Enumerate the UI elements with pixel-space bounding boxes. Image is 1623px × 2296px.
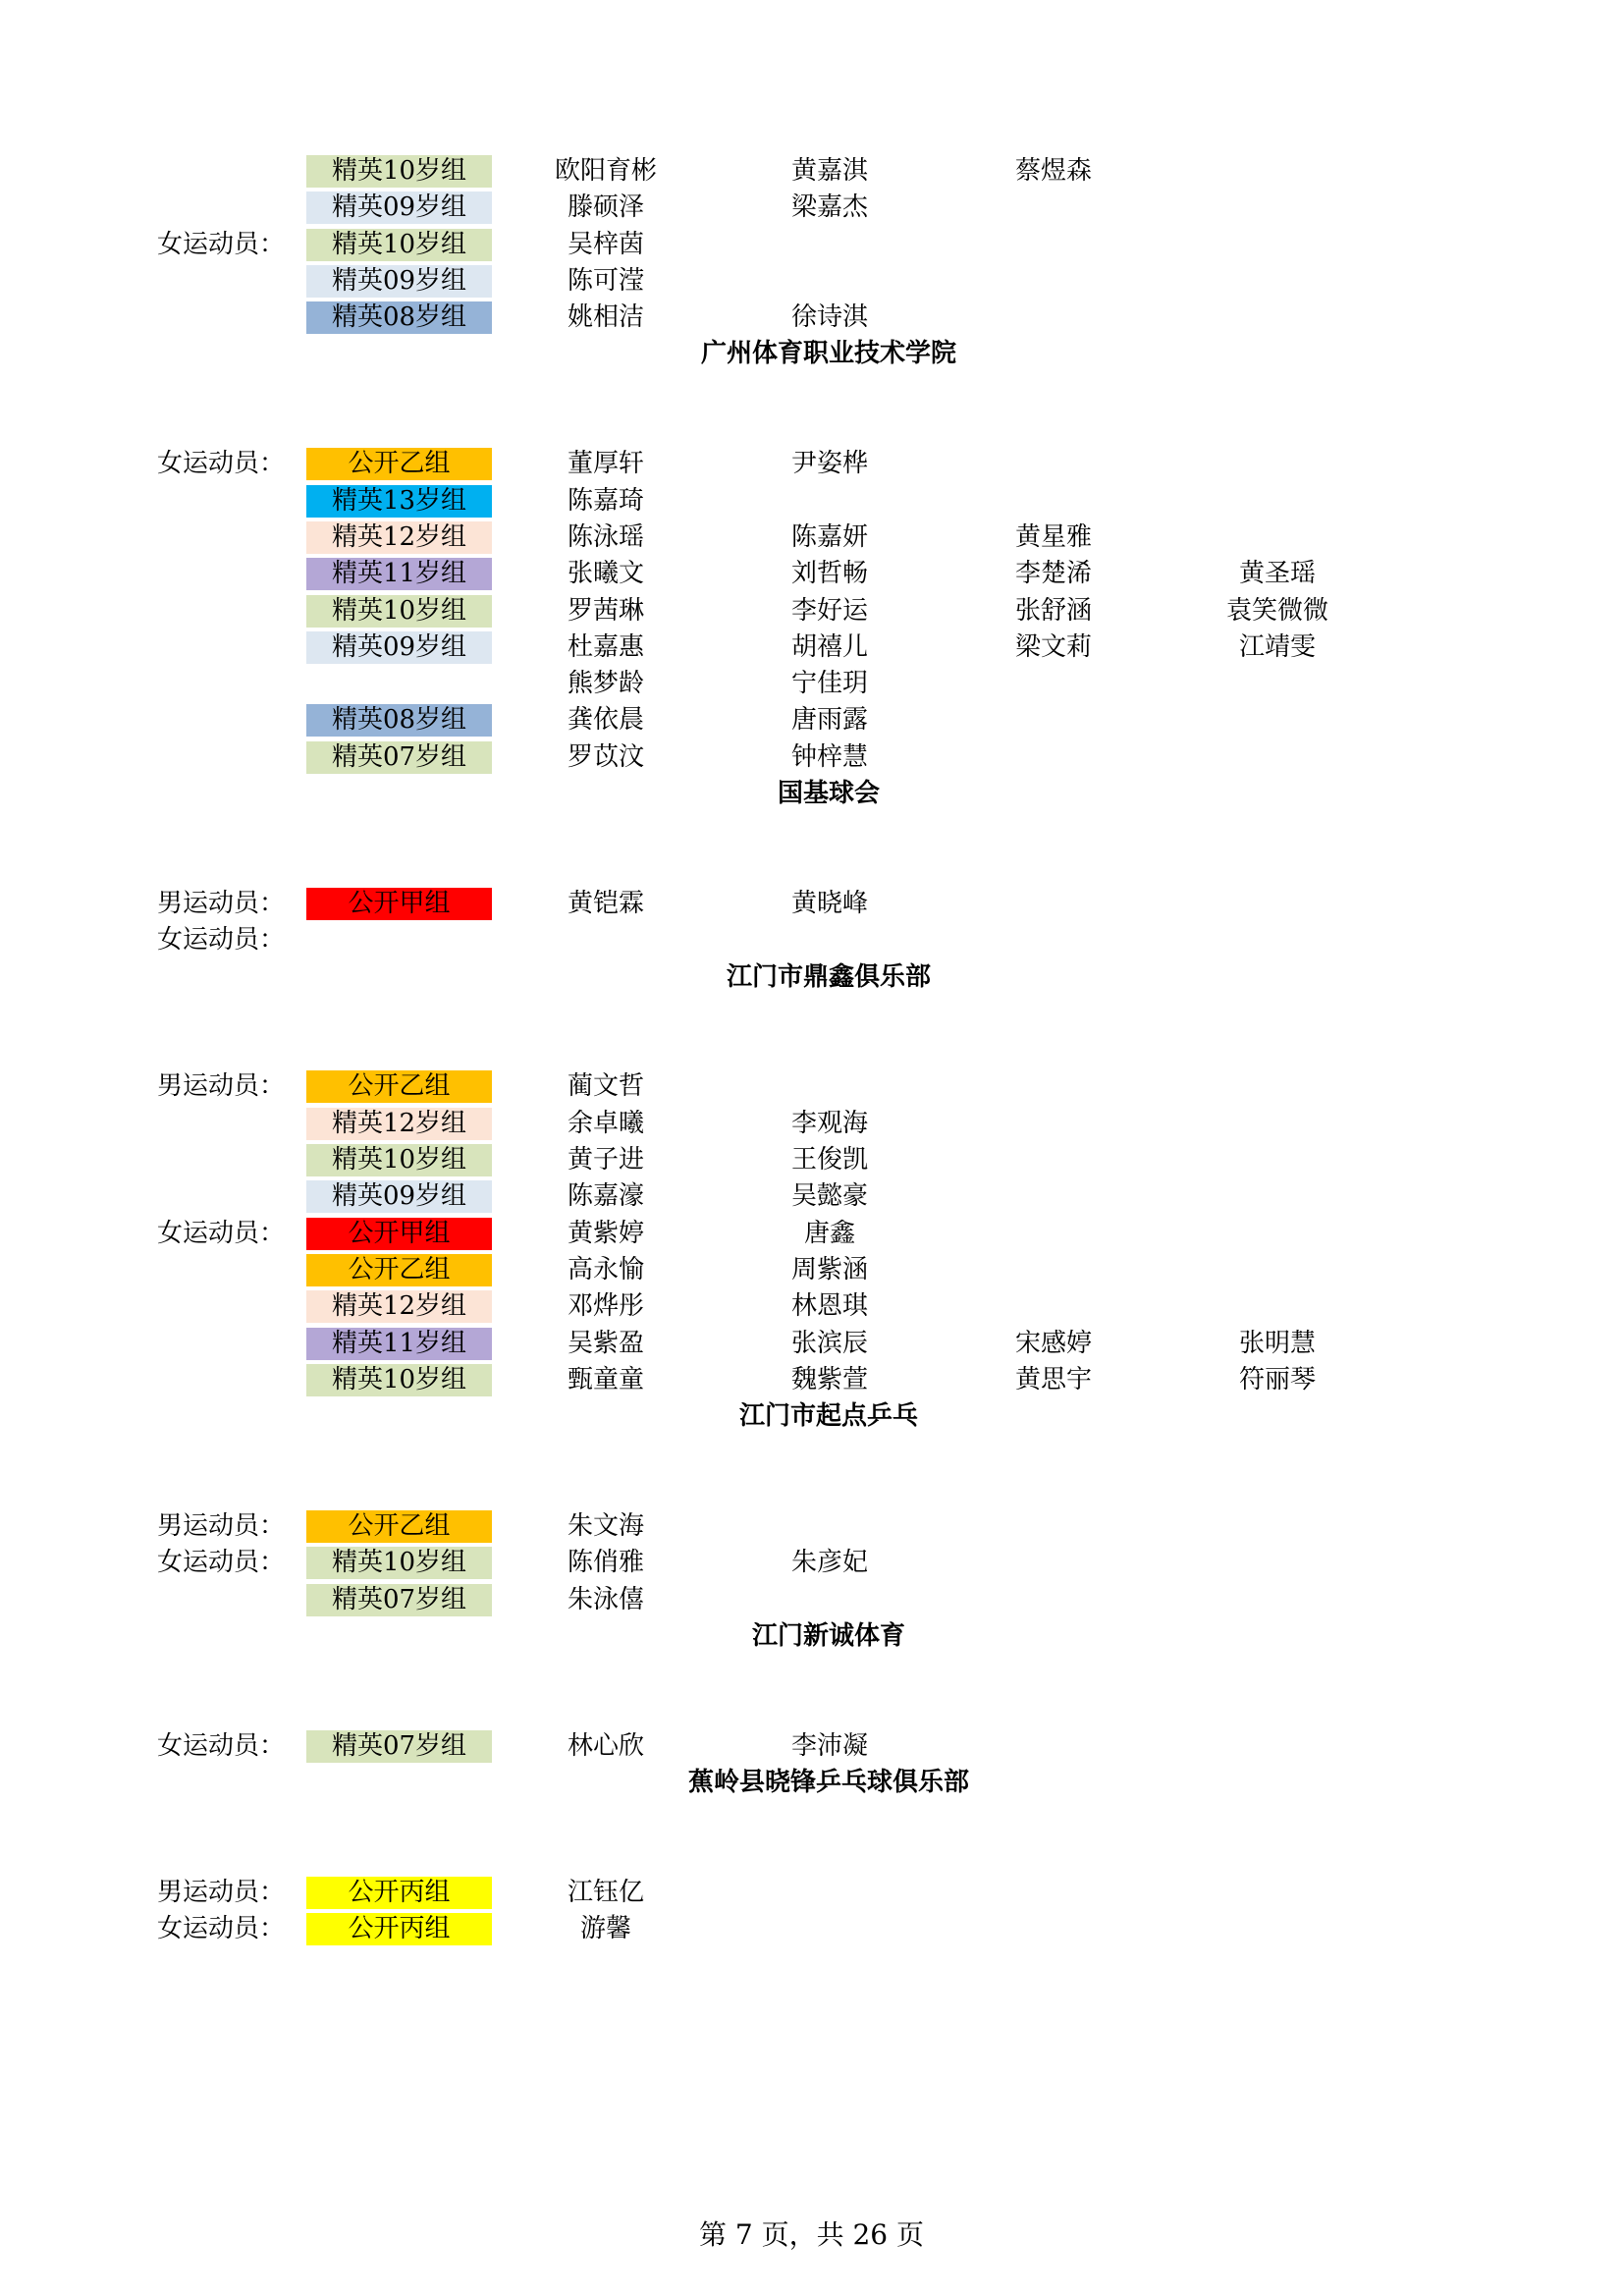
age-group-cell: 精英09岁组	[306, 191, 492, 224]
blank-row	[0, 1435, 1623, 1471]
age-group-cell: 公开甲组	[306, 888, 492, 920]
club-title: 江门市鼎鑫俱乐部	[726, 961, 931, 992]
roster-document	[0, 153, 1623, 1948]
roster-row	[0, 1728, 1623, 1765]
gender-label: 男运动员：	[157, 1510, 286, 1541]
athlete-name: 黄紫婷	[567, 1218, 644, 1248]
athlete-name: 袁笑微微	[1225, 595, 1328, 626]
gender-label: 男运动员：	[157, 1071, 286, 1102]
roster-row	[0, 483, 1623, 519]
age-group-cell: 公开甲组	[306, 1218, 492, 1250]
athlete-name: 陈嘉妍	[790, 521, 868, 552]
age-group-cell: 精英11岁组	[306, 558, 492, 590]
roster-row	[0, 1178, 1623, 1215]
age-group-cell: 精英10岁组	[306, 1144, 492, 1176]
roster-row	[0, 1911, 1623, 1947]
gender-label: 男运动员：	[157, 1877, 286, 1907]
athlete-name: 蔺文哲	[567, 1071, 644, 1102]
athlete-name: 梁文莉	[1014, 631, 1092, 662]
gender-label: 女运动员：	[157, 1218, 286, 1248]
athlete-name: 刘哲畅	[790, 559, 868, 589]
roster-row	[0, 300, 1623, 336]
age-group-cell: 精英10岁组	[306, 229, 492, 261]
athlete-name: 江靖雯	[1238, 631, 1316, 662]
age-group-cell: 精英09岁组	[306, 1180, 492, 1213]
age-group-cell: 公开丙组	[306, 1877, 492, 1909]
age-group-cell: 公开乙组	[306, 448, 492, 480]
roster-row	[0, 190, 1623, 226]
roster-row	[0, 153, 1623, 190]
athlete-name: 熊梦龄	[567, 669, 644, 699]
gender-label: 男运动员：	[157, 888, 286, 918]
roster-row	[0, 1288, 1623, 1325]
roster-row	[0, 1252, 1623, 1288]
athlete-name: 朱文海	[567, 1510, 644, 1541]
athlete-name: 梁嘉杰	[790, 192, 868, 223]
athlete-name: 宁佳玥	[790, 669, 868, 699]
athlete-name: 董厚轩	[567, 449, 644, 479]
athlete-name: 张滨辰	[790, 1328, 868, 1358]
roster-row	[0, 1582, 1623, 1618]
athlete-name: 魏紫萱	[790, 1364, 868, 1394]
athlete-name: 朱泳僖	[567, 1584, 644, 1614]
athlete-name: 唐鑫	[803, 1218, 855, 1248]
athlete-name: 余卓曦	[567, 1108, 644, 1138]
athlete-name: 黄思宇	[1014, 1364, 1092, 1394]
athlete-name: 邓烨彤	[567, 1291, 644, 1322]
athlete-name: 陈可滢	[567, 265, 644, 296]
athlete-name: 黄铠霖	[567, 888, 644, 918]
blank-row	[0, 1032, 1623, 1068]
age-group-cell: 精英12岁组	[306, 1290, 492, 1323]
club-title: 蕉岭县晓锋乒乓球俱乐部	[687, 1768, 969, 1798]
age-group-cell: 精英12岁组	[306, 521, 492, 554]
athlete-name: 李楚浠	[1014, 559, 1092, 589]
age-group-cell: 精英10岁组	[306, 595, 492, 628]
roster-row	[0, 739, 1623, 776]
age-group-cell: 精英08岁组	[306, 301, 492, 334]
athlete-name: 陈泳瑶	[567, 521, 644, 552]
athlete-name: 高永愉	[567, 1254, 644, 1285]
athlete-name: 李好运	[790, 595, 868, 626]
age-group-cell: 精英07岁组	[306, 1584, 492, 1616]
club-title: 国基球会	[777, 779, 880, 809]
athlete-name: 吴紫盈	[567, 1328, 644, 1358]
athlete-name: 罗茜琳	[567, 595, 644, 626]
athlete-name: 尹姿桦	[790, 449, 868, 479]
roster-row	[0, 227, 1623, 263]
age-group-cell: 公开丙组	[306, 1913, 492, 1945]
athlete-name: 罗苡汶	[567, 741, 644, 772]
athlete-name: 徐诗淇	[790, 302, 868, 333]
athlete-name: 李观海	[790, 1108, 868, 1138]
roster-row	[0, 519, 1623, 556]
athlete-name: 张明慧	[1238, 1328, 1316, 1358]
athlete-name: 朱彦妃	[790, 1548, 868, 1578]
athlete-name: 唐雨露	[790, 705, 868, 736]
athlete-name: 游馨	[579, 1914, 631, 1944]
roster-row	[0, 263, 1623, 300]
roster-row	[0, 1216, 1623, 1252]
gender-label: 女运动员：	[157, 229, 286, 259]
blank-row	[0, 849, 1623, 886]
athlete-name: 吴梓茵	[567, 229, 644, 259]
athlete-name: 蔡煜森	[1014, 156, 1092, 186]
athlete-name: 张曦文	[567, 559, 644, 589]
age-group-cell: 公开乙组	[306, 1510, 492, 1543]
athlete-name: 吴懿豪	[790, 1181, 868, 1212]
athlete-name: 江钰亿	[567, 1877, 644, 1907]
athlete-name: 王俊凯	[790, 1145, 868, 1175]
blank-row	[0, 373, 1623, 410]
blank-row	[0, 1691, 1623, 1727]
age-group-cell: 公开乙组	[306, 1070, 492, 1103]
roster-row	[0, 1326, 1623, 1362]
roster-row	[0, 446, 1623, 482]
age-group-cell: 精英10岁组	[306, 155, 492, 188]
athlete-name: 龚依晨	[567, 705, 644, 736]
athlete-name: 姚相洁	[567, 302, 644, 333]
blank-row	[0, 1838, 1623, 1875]
athlete-name: 林恩琪	[790, 1291, 868, 1322]
athlete-name: 黄嘉淇	[790, 156, 868, 186]
roster-row	[0, 629, 1623, 666]
gender-label: 女运动员：	[157, 1914, 286, 1944]
roster-row	[0, 702, 1623, 738]
age-group-cell: 精英08岁组	[306, 704, 492, 737]
blank-row	[0, 1801, 1623, 1837]
roster-row	[0, 593, 1623, 629]
athlete-name: 欧阳育彬	[554, 156, 657, 186]
club-title: 广州体育职业技术学院	[700, 339, 956, 369]
age-group-cell: 精英11岁组	[306, 1328, 492, 1360]
roster-row	[0, 556, 1623, 592]
age-group-cell: 公开乙组	[306, 1254, 492, 1286]
athlete-name: 胡禧儿	[790, 631, 868, 662]
roster-row	[0, 1508, 1623, 1545]
athlete-name: 黄星雅	[1014, 521, 1092, 552]
athlete-name: 滕硕泽	[567, 192, 644, 223]
roster-row	[0, 1362, 1623, 1398]
gender-label: 女运动员：	[157, 449, 286, 479]
athlete-name: 陈俏雅	[567, 1548, 644, 1578]
roster-row	[0, 1142, 1623, 1178]
age-group-cell: 精英07岁组	[306, 1730, 492, 1763]
page-footer: 第 7 页，共 26 页	[698, 2218, 925, 2251]
blank-row	[0, 1655, 1623, 1691]
roster-row	[0, 922, 1623, 958]
athlete-name: 宋感婷	[1014, 1328, 1092, 1358]
age-group-cell: 精英09岁组	[306, 631, 492, 664]
athlete-name: 林心欣	[567, 1730, 644, 1761]
gender-label: 女运动员：	[157, 925, 286, 956]
roster-row	[0, 1068, 1623, 1105]
athlete-name: 黄晓峰	[790, 888, 868, 918]
athlete-name: 周紫涵	[790, 1254, 868, 1285]
athlete-name: 甄童童	[567, 1364, 644, 1394]
athlete-name: 杜嘉惠	[567, 631, 644, 662]
age-group-cell: 精英10岁组	[306, 1364, 492, 1396]
roster-row	[0, 1875, 1623, 1911]
roster-row	[0, 666, 1623, 702]
athlete-name: 黄子进	[567, 1145, 644, 1175]
age-group-cell: 精英10岁组	[306, 1547, 492, 1579]
blank-row	[0, 812, 1623, 848]
athlete-name: 陈嘉琦	[567, 485, 644, 516]
roster-row	[0, 886, 1623, 922]
gender-label: 女运动员：	[157, 1730, 286, 1761]
club-title: 江门市起点乒乓	[738, 1401, 918, 1432]
athlete-name: 张舒涵	[1014, 595, 1092, 626]
blank-row	[0, 1472, 1623, 1508]
age-group-cell: 精英13岁组	[306, 485, 492, 518]
age-group-cell: 精英09岁组	[306, 265, 492, 298]
athlete-name: 符丽琴	[1238, 1364, 1316, 1394]
club-title: 江门新诚体育	[751, 1620, 905, 1651]
athlete-name: 李沛凝	[790, 1730, 868, 1761]
athlete-name: 黄圣瑶	[1238, 559, 1316, 589]
age-group-cell: 精英12岁组	[306, 1108, 492, 1140]
roster-row	[0, 1106, 1623, 1142]
blank-row	[0, 410, 1623, 446]
blank-row	[0, 996, 1623, 1032]
gender-label: 女运动员：	[157, 1548, 286, 1578]
athlete-name: 陈嘉濠	[567, 1181, 644, 1212]
age-group-cell: 精英07岁组	[306, 741, 492, 774]
roster-row	[0, 1545, 1623, 1581]
athlete-name: 钟梓慧	[790, 741, 868, 772]
